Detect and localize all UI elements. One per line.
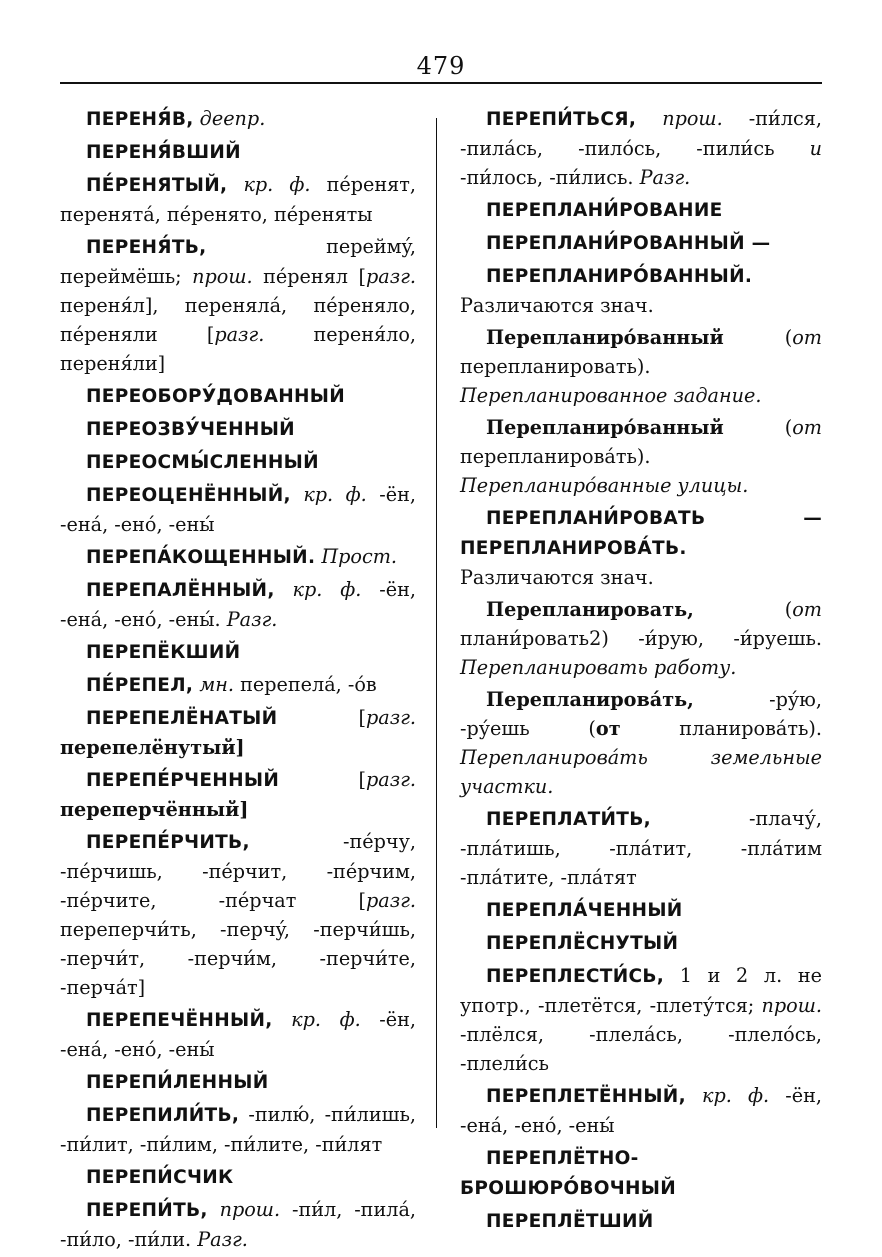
- entry-text: 1 и 2 л. не употр., -плетётся, -плету́тся;: [460, 964, 822, 1017]
- dictionary-entry: [60, 414, 416, 444]
- entry-text: [: [279, 768, 367, 791]
- entry-text: перепланировать).: [460, 355, 651, 378]
- left-column: [60, 104, 416, 1257]
- italic-note: Перепланировать работу.: [460, 656, 737, 679]
- italic-note: разг.: [366, 768, 416, 791]
- dictionary-entry: [60, 170, 416, 229]
- dictionary-entry: [60, 447, 416, 477]
- headword: ПЕРЕПЛЁТНО-БРОШЮРО́ВОЧНЫЙ: [460, 1148, 677, 1199]
- entry-text: перепланирова́ть).: [460, 445, 651, 468]
- dictionary-entry: [60, 670, 416, 700]
- headword: ПЕРЕПЛАТИ́ТЬ,: [486, 809, 651, 830]
- italic-note: Перепланированное задание.: [460, 384, 762, 407]
- dictionary-entry: [460, 104, 822, 192]
- entry-text: пе́ренят, перенята́, пе́ренято, пе́реняты: [60, 173, 416, 226]
- entry-text: -пи́лось, -пи́лись.: [460, 166, 640, 189]
- sub-headword: переперчённый]: [60, 798, 249, 821]
- entry-text: Различаются знач.: [460, 566, 654, 589]
- italic-note: Разг.: [226, 608, 278, 631]
- italic-note: прош.: [192, 265, 253, 288]
- headword: ПЕРЕНЯ́В,: [86, 109, 194, 130]
- dictionary-entry: [60, 765, 416, 824]
- italic-note: прош.: [761, 994, 822, 1017]
- dictionary-entry: [60, 575, 416, 634]
- entry-text: перепела́, -о́в: [233, 673, 377, 696]
- dictionary-entry: [460, 804, 822, 892]
- dictionary-entry: [460, 961, 822, 1078]
- italic-note: разг.: [366, 706, 416, 729]
- italic-note: кр. ф.: [685, 1084, 770, 1107]
- dictionary-entry: [460, 1206, 822, 1236]
- entry-text: -пилю́, -пи́лишь, -пи́лит, -пи́лим, -пи́лите, -пи́лят: [60, 1103, 416, 1156]
- dictionary-entry: [460, 323, 822, 410]
- headword: ПЕРЕПИ́СЧИК: [86, 1167, 234, 1188]
- dictionary-entry: [60, 1100, 416, 1159]
- page-number: 479: [416, 52, 466, 80]
- entry-text: переперчи́ть, -перчý, -перчи́шь, -перчи́т, -перчи́м, -перчи́те, -перча́т]: [60, 918, 416, 999]
- sub-headword: Перепланиро́ванный: [486, 416, 724, 439]
- headword: ПЕРЕПЕ́РЧИТЬ,: [86, 832, 250, 853]
- headword: ПЕ́РЕНЯТЫЙ,: [86, 175, 228, 196]
- dictionary-entry: [460, 595, 822, 682]
- headword: ПЕРЕОЦЕНЁННЫЙ,: [86, 485, 291, 506]
- headword: ПЕРЕПА́КОЩЕННЫЙ.: [86, 547, 316, 568]
- entry-text: (: [693, 598, 793, 621]
- entry-text: пе́ренял [: [252, 265, 367, 288]
- dictionary-entry: [460, 503, 822, 592]
- dictionary-entry: [60, 1005, 416, 1064]
- dictionary-entry: [60, 637, 416, 667]
- column-divider: [436, 118, 437, 1128]
- entry-text: -пи́лся, -пила́сь, -пило́сь, -пили́сь: [460, 107, 822, 160]
- italic-note: разг.: [366, 265, 416, 288]
- dictionary-entry: [60, 232, 416, 378]
- dictionary-entry: [60, 542, 416, 572]
- dictionary-entry: [60, 104, 416, 134]
- headword: ПЕРЕПЕЧЁННЫЙ,: [86, 1010, 273, 1031]
- sub-headword: Перепланировать,: [486, 598, 694, 621]
- italic-note: кр. ф.: [290, 483, 367, 506]
- entry-text: [: [277, 706, 367, 729]
- headword: ПЕРЕПИ́ТЬ,: [86, 1200, 208, 1221]
- headword: ПЕРЕПИЛИ́ТЬ,: [86, 1105, 240, 1126]
- entry-text: планирова́ть).: [620, 717, 822, 740]
- headword: ПЕРЕПЛА́ЧЕННЫЙ: [486, 900, 683, 921]
- entry-text: -ён, -ена́, -ено́, -ены́.: [60, 578, 416, 631]
- entry-text: -ён, -ена́, -ено́, -ены́: [60, 1008, 417, 1061]
- dictionary-entry: [460, 1143, 822, 1203]
- entry-text: -пи́л, -пила́, -пи́ло, -пи́ли.: [60, 1198, 416, 1251]
- headword: ПЕРЕПЛЕТЁННЫЙ,: [486, 1086, 686, 1107]
- right-column: [460, 104, 822, 1239]
- dictionary-entry: [60, 1195, 416, 1254]
- headword: ПЕРЕПЛЁТШИЙ: [486, 1211, 654, 1232]
- dictionary-entry: [460, 895, 822, 925]
- italic-note: от: [792, 416, 822, 439]
- headword: ПЕРЕПЛАНИРО́ВАННЫЙ.: [486, 266, 753, 287]
- italic-note: Прост.: [315, 545, 397, 568]
- entry-text: переня́ло, переня́ли]: [60, 323, 416, 375]
- entry-text: переня́л], переняла́, пе́реняло, пе́реняли [: [60, 294, 416, 346]
- entry-text: (: [723, 326, 793, 349]
- dictionary-entry: [60, 381, 416, 411]
- headword: ПЕ́РЕПЕЛ,: [86, 675, 194, 696]
- entry-text: -ён, -ена́, -ено́, -ены́: [460, 1084, 823, 1137]
- entry-text: плани́ровать2) -и́рую, -и́руешь.: [460, 627, 822, 650]
- headword: ПЕРЕПИ́ТЬСЯ,: [486, 109, 637, 130]
- headword: ПЕРЕНЯ́ВШИЙ: [86, 142, 241, 163]
- headword: ПЕРЕОЗВУ́ЧЕННЫЙ: [86, 419, 295, 440]
- italic-note: разг.: [366, 889, 416, 912]
- italic-note: деепр.: [193, 107, 266, 130]
- dictionary-entry: [460, 195, 822, 225]
- italic-note: мн.: [193, 673, 234, 696]
- italic-note: прош.: [636, 107, 723, 130]
- dictionary-entry: [460, 928, 822, 958]
- entry-text: переймý, переймёшь;: [60, 235, 416, 288]
- dictionary-entry: [60, 1162, 416, 1192]
- dictionary-entry: [60, 703, 416, 762]
- dictionary-entry: [460, 261, 822, 320]
- entry-text: (: [723, 416, 793, 439]
- dictionary-entry: [60, 137, 416, 167]
- dictionary-entry: [460, 228, 822, 258]
- italic-note: Перепланирова́ть земельные участки.: [460, 746, 822, 798]
- headword: ПЕРЕПЛЕСТИ́СЬ,: [486, 966, 665, 987]
- sub-headword: Перепланиро́ванный: [486, 326, 724, 349]
- italic-note: от: [792, 598, 822, 621]
- headword: ПЕРЕПЁКШИЙ: [86, 642, 241, 663]
- entry-text: Различаются знач.: [460, 294, 654, 317]
- italic-note: Разг.: [639, 166, 691, 189]
- dictionary-entry: [60, 827, 416, 1002]
- italic-note: от: [792, 326, 822, 349]
- sub-headword: перепелёнутый]: [60, 736, 245, 759]
- headword: ПЕРЕПАЛЁННЫЙ,: [86, 580, 275, 601]
- italic-note: прош.: [207, 1198, 281, 1221]
- dictionary-entry: [60, 1067, 416, 1097]
- sub-headword: Перепланирова́ть,: [486, 688, 694, 711]
- dictionary-entry: [460, 413, 822, 500]
- header-rule: [60, 82, 822, 84]
- entry-text: -плачу́, -пла́тишь, -пла́тит, -пла́тим -пла́тите, -пла́тят: [460, 807, 822, 889]
- italic-note: Перепланиро́ванные улицы.: [460, 474, 749, 497]
- dictionary-entry: [60, 480, 416, 539]
- entry-text: -плёлся, -плела́сь, -плело́сь, -плели́сь: [460, 1023, 822, 1075]
- headword: ПЕРЕПЛАНИ́РОВАННЫЙ —: [486, 233, 771, 254]
- headword: ПЕРЕНЯ́ТЬ,: [86, 237, 207, 258]
- italic-note: и: [809, 137, 822, 160]
- headword: ПЕРЕПЕ́РЧЕННЫЙ: [86, 770, 280, 791]
- italic-note: кр. ф.: [274, 578, 362, 601]
- entry-text: -пе́рчу, -пе́рчишь, -пе́рчит, -пе́рчим, -пе́рчите, -пе́рчат [: [60, 830, 416, 912]
- sub-headword: от: [595, 717, 621, 740]
- headword: ПЕРЕОБОРУ́ДОВАННЫЙ: [86, 386, 346, 407]
- headword: ПЕРЕПИ́ЛЕННЫЙ: [86, 1072, 269, 1093]
- headword: ПЕРЕПЛАНИ́РОВАНИЕ: [486, 200, 723, 221]
- headword: ПЕРЕПЛАНИ́РОВАТЬ — ПЕРЕПЛАНИРОВА́ТЬ.: [460, 508, 822, 559]
- headword: ПЕРЕПЕЛЁНАТЫЙ: [86, 708, 278, 729]
- headword: ПЕРЕПЛЁСНУТЫЙ: [486, 933, 679, 954]
- headword: ПЕРЕОСМЫ́СЛЕННЫЙ: [86, 452, 319, 473]
- dictionary-entry: [460, 685, 822, 801]
- dictionary-entry: [460, 1081, 822, 1140]
- italic-note: кр. ф.: [272, 1008, 361, 1031]
- italic-note: кр. ф.: [227, 173, 311, 196]
- entry-text: -ён, -ена́, -ено́, -ены́: [60, 483, 417, 536]
- italic-note: разг.: [214, 323, 265, 346]
- italic-note: Разг.: [197, 1228, 248, 1251]
- entry-text: -ру́ю, -ру́ешь (: [460, 688, 822, 740]
